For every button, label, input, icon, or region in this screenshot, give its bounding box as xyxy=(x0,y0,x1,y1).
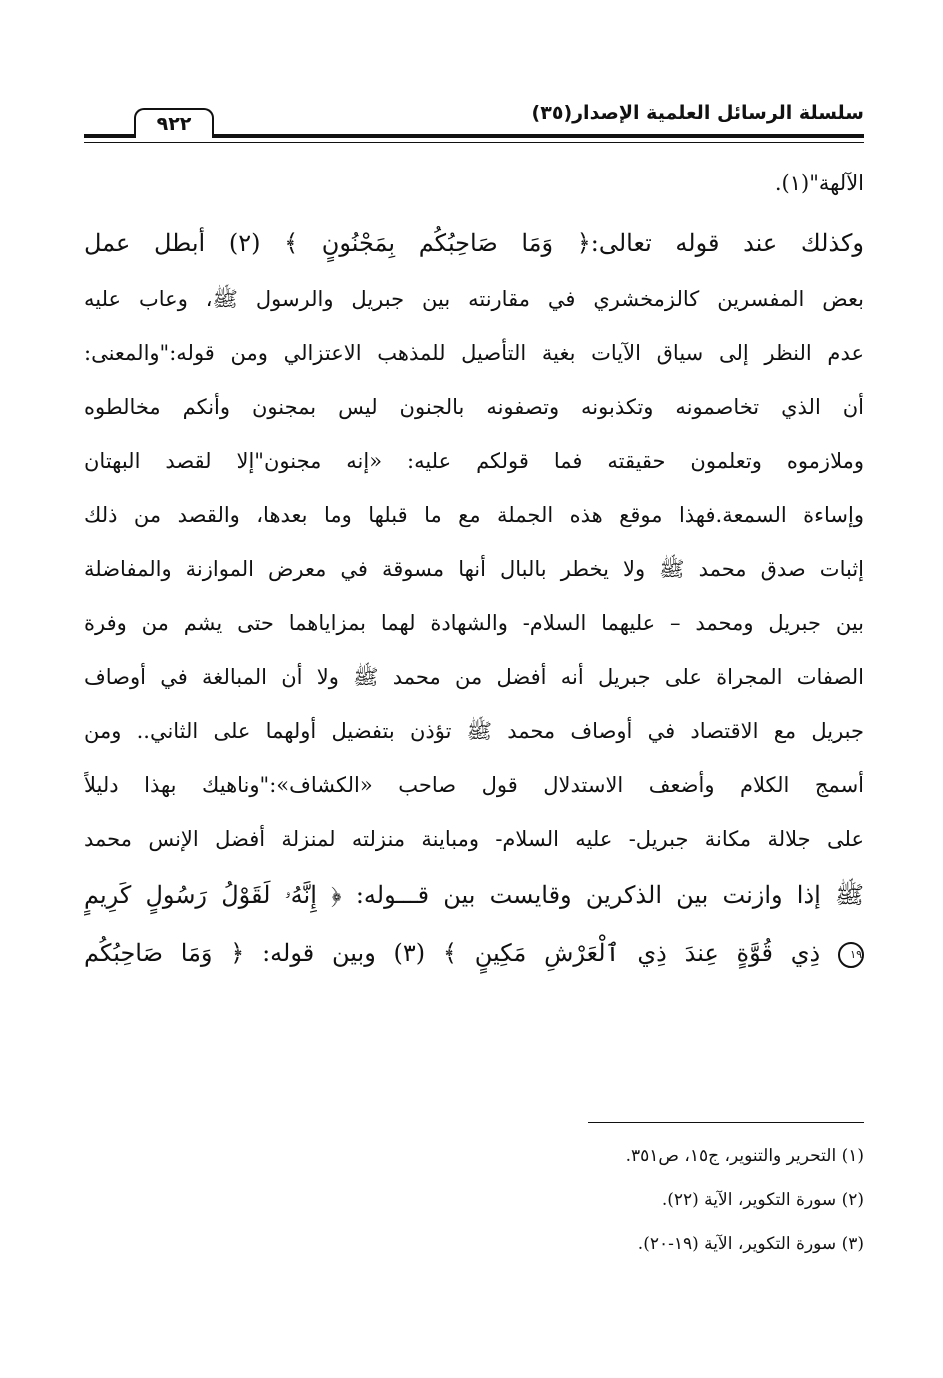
body-line: الصفات المجراة على جبريل أنه أفضل من محمد ﷺ ولا أن المبالغة في أوصاف xyxy=(84,665,864,689)
body-line-verse xyxy=(84,924,864,982)
body-line: وكذلك عند قوله تعالى:﴿ وَمَا صَاحِبُكُم بِمَجْنُونٍ ﴾ (٢) أبطل عمل xyxy=(84,229,864,257)
footnote-separator xyxy=(588,1122,864,1123)
header-rule-thin xyxy=(84,142,864,143)
body-line: بعض المفسرين كالزمخشري في مقارنته بين جبريل والرسول ﷺ، وعاب عليه xyxy=(84,287,864,311)
body-line: أسمج الكلام وأضعف الاستدلال قول صاحب «الكشاف»:"وناهيك بهذا دليلاً xyxy=(84,773,864,797)
footnote: (١) التحرير والتنوير، ج١٥، ص٣٥١. xyxy=(625,1146,864,1166)
body-line: وملازموه وتعلمون حقيقته فما قولكم عليه: «إنه مجنون"إلا لقصد البهتان xyxy=(84,449,864,473)
footnote: (٢) سورة التكوير، الآية (٢٢). xyxy=(661,1190,864,1210)
body-line: وإساءة السمعة.فهذا موقع هذه الجملة مع ما قبلها وما بعدها، والقصد من ذلك xyxy=(84,503,864,527)
body-line: الآلهة"(١). xyxy=(774,171,864,195)
ayah-number-marker: ١٩ xyxy=(838,942,864,968)
page-header xyxy=(84,88,864,150)
body-line: جبريل مع الاقتصاد في أوصاف محمد ﷺ تؤذن بتفضيل أولهما على الثاني.. ومن xyxy=(84,719,864,743)
body-line: على جلالة مكانة جبريل- عليه السلام- ومباينة منزلته لمنزلة أفضل الإنس محمد xyxy=(84,827,864,851)
body-text xyxy=(84,152,864,982)
footnotes xyxy=(84,1134,864,1266)
body-line: ﷺ إذا وازنت بين الذكرين وقايست بين قـــوله: ﴿ إِنَّهُۥ لَقَوْلُ رَسُولٍ كَرِيمٍ xyxy=(84,881,864,909)
body-line-text: ذِي قُوَّةٍ عِندَ ذِي ٱلْعَرْشِ مَكِينٍ ﴾ (٣) وبين قوله: ﴿ وَمَا صَاحِبُكُم xyxy=(84,939,821,967)
body-line: إثبات صدق محمد ﷺ ولا يخطر بالبال أنها مسوقة في معرض الموازنة والمفاضلة xyxy=(84,557,864,581)
body-line: بين جبريل ومحمد – عليهما السلام- والشهادة لهما بمزاياهما حتى يشم من وفرة xyxy=(84,611,864,635)
page-number: ٩٢٢ xyxy=(134,108,214,138)
body-line: عدم النظر إلى سياق الآيات بغية التأصيل للمذهب الاعتزالي ومن قوله:"والمعنى: xyxy=(84,341,864,365)
body-line: أن الذي تخاصمونه وتكذبونه وتصفونه بالجنون ليس بمجنون وأنكم مخالطوه xyxy=(84,395,864,419)
footnote: (٣) سورة التكوير، الآية (١٩-٢٠). xyxy=(637,1234,864,1254)
series-title: سلسلة الرسائل العلمية الإصدار(٣٥) xyxy=(531,102,864,124)
